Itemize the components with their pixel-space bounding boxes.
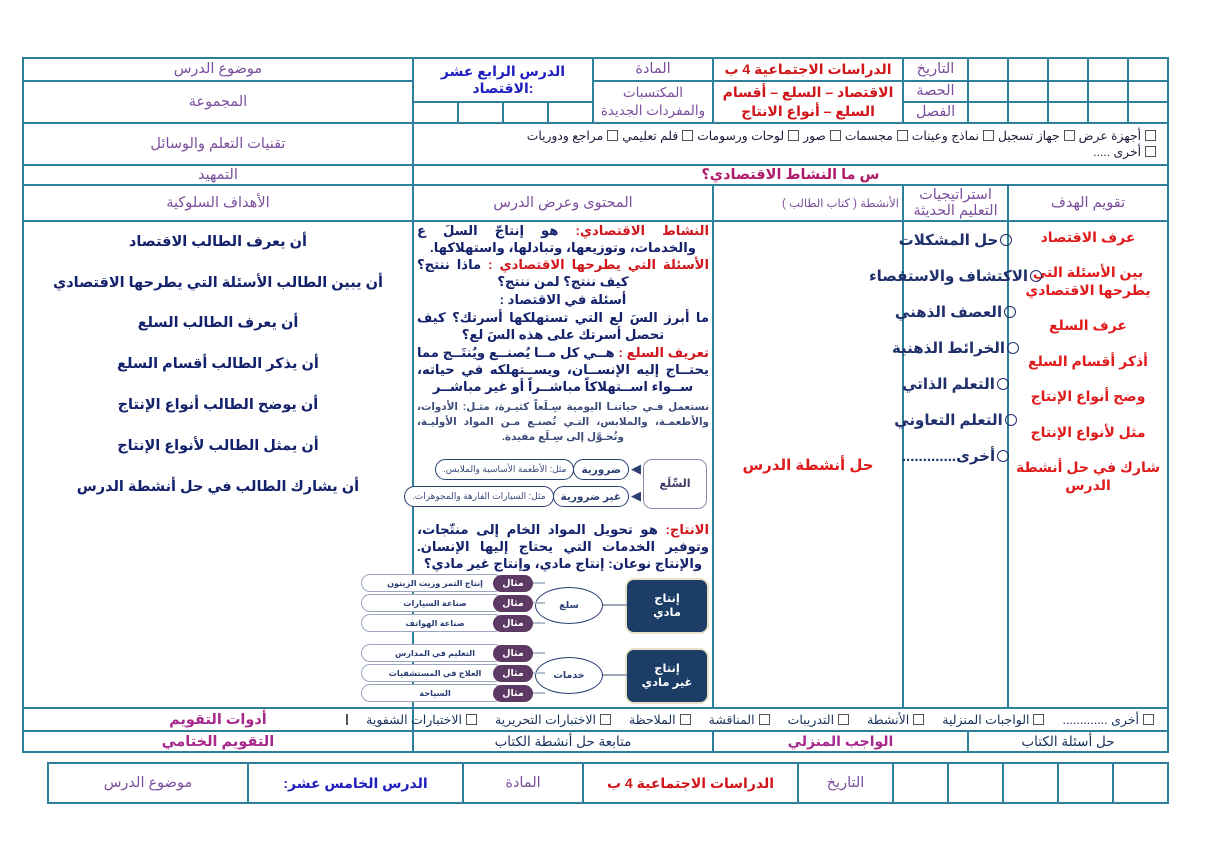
assessment-tool-label: المناقشة <box>708 713 755 728</box>
evaluation-column <box>1008 221 1168 709</box>
content-key-2: الأسئلة التي يطرحها الاقتصادي : <box>488 257 709 273</box>
content-text-7: هو تحويل المواد الخام إلى منتّجات، وتوفير الخدمات التي يحتاج إليها الإنسان. والإنتاج نوعان: إنتاج مادي، وإنتاج غير مادي؟ <box>416 521 709 571</box>
production-example-row <box>343 614 533 632</box>
topics-value: الاقتصاد – السلع – أقسام السلع – أنواع الانتاج <box>713 81 903 123</box>
lesson-title-label: موضوع الدرس <box>23 58 413 81</box>
next-date-label: التاريخ <box>798 763 893 803</box>
blank-cell[interactable] <box>893 763 948 803</box>
objectives-column <box>23 221 413 709</box>
production-example-row <box>343 684 533 702</box>
objective-item: أن يشارك الطالب في حل أنشطة الدرس <box>76 478 360 495</box>
objective-item: أن يذكر الطالب أقسام السلع <box>117 356 319 373</box>
blank-cell[interactable] <box>1048 81 1088 102</box>
production-box-line1: إنتاج <box>654 662 680 675</box>
radio-icon[interactable] <box>1030 270 1042 282</box>
example-badge: مثال <box>493 575 533 592</box>
table-row-column-headers <box>23 185 1168 221</box>
column-header-objectives: الأهداف السلوكية <box>23 185 413 221</box>
production-box-line2: مادي <box>653 607 681 620</box>
group-label: المجموعة <box>23 81 413 123</box>
assessment-tool-label: الاختبارات الشفوية <box>366 713 462 728</box>
checkbox-icon[interactable] <box>759 714 770 725</box>
goods-diagram <box>412 447 709 519</box>
content-paragraph-5 <box>417 345 709 396</box>
connector-line <box>601 674 627 675</box>
strategy-item-2[interactable] <box>895 303 1016 321</box>
blank-cell[interactable] <box>1128 81 1168 102</box>
strategy-item-6[interactable] <box>902 447 1009 465</box>
strategy-item-0[interactable] <box>899 231 1013 249</box>
blank-cell[interactable] <box>1128 58 1168 81</box>
connector-line <box>531 692 545 693</box>
aid-item-3: مجسمات <box>844 128 893 143</box>
aids-label: تقنيات التعلم والوسائل <box>23 123 413 165</box>
assessment-tool-5 <box>867 712 928 727</box>
evaluation-item: مثل لأنواع الإنتاج <box>1030 423 1146 440</box>
content-key-5: تعريف السلع : <box>618 344 710 360</box>
strategy-item-1[interactable] <box>869 267 1042 285</box>
production-type-box <box>625 648 709 704</box>
blank-cell[interactable] <box>1008 102 1048 123</box>
strategy-label: التعلم التعاوني <box>894 411 1003 429</box>
assessment-tools-label: أدوات التقويم <box>23 708 413 731</box>
homework-value: حل أسئلة الكتاب <box>968 731 1168 752</box>
strategy-label: الخرائط الذهنية <box>891 339 1006 357</box>
strategy-label: أخرى............. <box>901 447 996 465</box>
vocab-label: المكتسبات والمفردات الجديدة <box>593 81 713 123</box>
example-text: السياحة <box>361 684 503 702</box>
strategy-item-5[interactable] <box>894 411 1017 429</box>
example-badge: مثال <box>493 665 533 682</box>
content-text-5: هــي كل مــا يُصنــع ويُنتَــج مما يحتــاج إليه الإنســان، ويســتهلكه في حياته، ســواء اســتهلاكاً مباشــراً أو غير مباشــر <box>416 344 709 394</box>
evaluation-item: بين الأسئلة التي يطرحها الاقتصادي <box>1025 264 1151 298</box>
example-text: العلاج في المستشفيات <box>361 664 503 682</box>
blank-cell[interactable] <box>1088 102 1128 123</box>
connector-line <box>531 622 545 623</box>
lesson-plan-table <box>22 57 1169 753</box>
checkbox-icon[interactable] <box>1145 130 1156 141</box>
next-lesson-value: الدرس الخامس عشر: <box>248 763 463 803</box>
next-subject-label: المادة <box>463 763 583 803</box>
aids-main-col <box>527 129 1160 159</box>
blank-cell[interactable] <box>1088 81 1128 102</box>
assessment-tool-3 <box>709 712 774 727</box>
assessment-tool-1 <box>495 712 615 727</box>
aid-item-other: أخرى ..... <box>1093 144 1141 159</box>
radio-icon[interactable] <box>1005 414 1017 426</box>
assessment-tool-2 <box>629 712 695 727</box>
content-text-2: ماذا ننتج؟ كيف ننتج؟ لمن ننتج؟ <box>416 257 629 290</box>
activities-column: حل أنشطة الدرس <box>713 221 903 709</box>
aid-item-1: جهاز تسجيل <box>997 128 1060 143</box>
strategy-label: التعلم الذاتي <box>902 375 995 393</box>
checkbox-icon[interactable] <box>830 130 841 141</box>
strategies-list <box>868 223 1029 473</box>
homework-label: الواجب المنزلي <box>713 731 968 752</box>
radio-icon[interactable] <box>1004 306 1016 318</box>
example-badge: مثال <box>493 645 533 662</box>
checkbox-icon[interactable] <box>1064 130 1075 141</box>
content-paragraph-1 <box>417 223 709 257</box>
example-badge: مثال <box>493 615 533 632</box>
goods-branch-example: مثل: الأطعمة الأساسية والملابس. <box>435 459 574 480</box>
table-row-body <box>23 221 1168 709</box>
blank-cell[interactable] <box>1008 81 1048 102</box>
table-row-assessment-tools <box>23 708 1168 731</box>
production-category-ellipse: سلع <box>535 587 603 624</box>
assessment-tool-label: الملاحظة <box>629 713 676 728</box>
chevron-left-icon: ◀ <box>631 460 641 476</box>
checkbox-icon[interactable] <box>913 714 924 725</box>
example-text: التعليم في المدارس <box>361 644 503 662</box>
tamheed-text: س ما النشاط الاقتصادي؟ <box>413 165 1168 185</box>
objective-item: أن يمثل الطالب لأنواع الإنتاج <box>117 437 319 454</box>
connector-line <box>531 582 545 583</box>
column-header-activities: الأنشطة ( كتاب الطالب ) <box>713 185 903 221</box>
checkbox-icon[interactable] <box>788 130 799 141</box>
assessment-tool-7 <box>1062 712 1158 727</box>
production-category-ellipse: خدمات <box>535 657 603 694</box>
connector-line <box>531 602 545 603</box>
assessment-tool-0 <box>366 712 481 727</box>
strategy-item-3[interactable] <box>892 339 1019 357</box>
table-row-aids <box>23 123 1168 165</box>
production-example-row <box>343 574 533 592</box>
blank-cell[interactable] <box>1048 58 1088 81</box>
aid-item-6: فلم تعليمي <box>622 128 679 143</box>
tamheed-label: التمهيد <box>23 165 413 185</box>
aid-item-7: مراجع ودوريات <box>526 128 604 143</box>
aid-item-5: لوحات ورسومات <box>697 128 785 143</box>
table-row-final-evaluation <box>23 731 1168 752</box>
group-cell[interactable] <box>548 102 593 123</box>
evaluation-item: عرف السلع <box>1048 317 1127 334</box>
radio-icon[interactable] <box>1007 342 1019 354</box>
production-group-material <box>387 574 709 636</box>
example-text: صناعة السيارات <box>361 594 503 612</box>
assessment-tool-label: التدريبات <box>787 713 835 728</box>
chevron-left-icon: ◀ <box>631 487 641 503</box>
next-lesson-row <box>48 763 1168 803</box>
content-key-1: النشاط الاقتصادي: <box>575 222 710 238</box>
class-label: الفصل <box>903 102 968 123</box>
blank-cell[interactable] <box>968 102 1008 123</box>
production-example-row <box>343 664 533 682</box>
followup-value: متابعة حل أنشطة الكتاب <box>413 731 713 752</box>
production-box-line1: إنتاج <box>654 592 680 605</box>
checkbox-icon[interactable] <box>838 714 849 725</box>
evaluation-item: وضح أنواع الإنتاج <box>1030 388 1146 405</box>
next-lesson-table <box>47 762 1169 804</box>
column-header-content: المحتوى وعرض الدرس <box>413 185 713 221</box>
blank-cell[interactable] <box>1088 58 1128 81</box>
content-paragraph-2 <box>417 257 709 291</box>
radio-icon[interactable] <box>997 378 1009 390</box>
objective-item: أن يعرف الطالب الاقتصاد <box>128 233 307 250</box>
production-group-nonmaterial <box>388 644 709 706</box>
date-label: التاريخ <box>903 58 968 81</box>
blank-cell[interactable] <box>1113 763 1168 803</box>
example-badge: مثال <box>493 595 533 612</box>
radio-icon[interactable] <box>1000 234 1012 246</box>
strategy-item-4[interactable] <box>902 375 1009 393</box>
radio-icon[interactable] <box>997 450 1009 462</box>
blank-cell[interactable] <box>948 763 1003 803</box>
assessment-tool-label: الواجبات المنزلية <box>942 713 1030 728</box>
checkbox-icon[interactable] <box>466 714 477 725</box>
example-badge: مثال <box>493 685 533 702</box>
blank-cell[interactable] <box>1048 102 1088 123</box>
lesson-title-value: الدرس الرابع عشر :الاقتصاد <box>413 58 593 102</box>
objectives-list <box>27 223 409 507</box>
checkbox-icon[interactable] <box>1143 714 1154 725</box>
content-key-7: الانتاج: <box>665 521 709 537</box>
strategy-label: الاكتشاف والاستقصاء <box>868 267 1029 285</box>
subject-value: الدراسات الاجتماعية 4 ب <box>713 58 903 81</box>
production-box-line2: غير مادي <box>641 677 693 690</box>
table-row-subject <box>23 58 1168 81</box>
checkbox-icon[interactable] <box>680 714 691 725</box>
content-column <box>387 221 713 709</box>
connector-line <box>531 652 545 653</box>
blank-cell[interactable] <box>1008 58 1048 81</box>
objective-item: أن يوضح الطالب أنواع الإنتاج <box>117 397 319 414</box>
example-text: إنتاج التمر وزيت الزيتون <box>361 574 503 592</box>
assessment-tool-label: الاختبارات التحريرية <box>494 713 596 728</box>
production-type-box <box>625 578 709 634</box>
aid-item-2: نماذج وعينات <box>911 128 979 143</box>
assessment-tool-label: أخرى ............. <box>1062 713 1139 728</box>
goods-branch-type: ضرورية <box>573 459 629 480</box>
checkbox-icon[interactable] <box>897 130 908 141</box>
connector-line <box>531 672 545 673</box>
blank-cell[interactable] <box>968 58 1008 81</box>
goods-branch-example: مثل: السيارات الفارهة والمجوهرات. <box>404 486 553 507</box>
goods-branch-0 <box>435 460 629 480</box>
example-text: صناعة الهواتف <box>361 614 503 632</box>
assessment-tool-label: الأنشطة <box>867 713 910 728</box>
evaluation-item: عرف الاقتصاد <box>1040 228 1136 245</box>
content-paragraph-3: أسئلة في الاقتصاد : <box>499 292 627 308</box>
group-cell[interactable] <box>503 102 548 123</box>
aids-cell <box>413 123 1168 165</box>
subject-label: المادة <box>593 58 713 81</box>
checkbox-icon[interactable] <box>600 714 611 725</box>
assessment-tool-4 <box>788 712 853 727</box>
content-paragraph-7 <box>417 522 709 573</box>
period-label: الحصة <box>903 81 968 102</box>
assessment-tools-list <box>366 710 1164 729</box>
aids-list <box>417 125 1164 163</box>
connector-line <box>601 604 627 605</box>
table-row-tamheed <box>23 165 1168 185</box>
objective-item: أن يعرف الطالب السلع <box>137 315 299 332</box>
checkbox-icon[interactable] <box>346 714 348 725</box>
checkbox-icon[interactable] <box>1145 146 1156 157</box>
aid-item-0: أجهزة عرض <box>1078 128 1141 143</box>
checkbox-icon[interactable] <box>1033 714 1044 725</box>
goods-branch-type: غير ضرورية <box>553 486 629 507</box>
content-text-1: هو إنتاجّ السلَ ع والخدمات، وتوزيعها، وتبادلها، واستهلاكها. <box>416 222 696 255</box>
checkbox-icon[interactable] <box>682 130 693 141</box>
goods-branch-1 <box>404 487 629 507</box>
strategy-label: حل المشكلات <box>898 231 999 249</box>
final-evaluation-label: التقويم الختامي <box>23 731 413 752</box>
assessment-tools-cell <box>366 708 1168 731</box>
production-example-row <box>343 644 533 662</box>
blank-cell[interactable] <box>1128 102 1168 123</box>
evaluation-list <box>1012 223 1164 501</box>
assessment-tool-6 <box>942 712 1048 727</box>
blank-cell[interactable] <box>968 81 1008 102</box>
blank-cell[interactable] <box>1003 763 1058 803</box>
production-examples <box>343 644 533 704</box>
evaluation-item: شارك في حل أنشطة الدرس <box>1016 459 1160 493</box>
group-cell[interactable] <box>413 102 458 123</box>
content-paragraph-4: ما أبرز السَ لع التي تستهلكها أسرتك؟ كيف تحصل أسرتك على هذه السَ لع؟ <box>416 310 709 343</box>
blank-cell[interactable] <box>1058 763 1113 803</box>
production-example-row <box>343 594 533 612</box>
next-lesson-title-label: موضوع الدرس <box>48 763 248 803</box>
strategies-column <box>868 221 1029 709</box>
column-header-strategies: استراتيجيات التعليم الحديثة <box>903 185 1008 221</box>
goods-root-node: السِّلَع <box>643 459 707 509</box>
next-subject-value: الدراسات الاجتماعية 4 ب <box>583 763 798 803</box>
aid-item-4: صور <box>803 128 826 143</box>
objective-item: أن يبين الطالب الأسئلة التي يطرحها الاقتصادي <box>52 274 383 291</box>
column-header-evaluation: تقويم الهدف <box>1008 185 1168 221</box>
checkbox-icon[interactable] <box>983 130 994 141</box>
evaluation-item: أذكر أقسام السلع <box>1028 352 1148 369</box>
production-examples <box>343 574 533 634</box>
strategy-label: العصف الذهني <box>894 303 1003 321</box>
production-diagram <box>387 574 709 706</box>
group-cell[interactable] <box>458 102 503 123</box>
checkbox-icon[interactable] <box>607 130 618 141</box>
content-paragraph-6: نستعمل فـي حياتنـا اليومية سِـلَعاً كثيـرة، مثـل: الأدوات، والأطعمـة، والملابس، التـي تُصنـع مـن المواد الأوليـة، وتُحـوَّل إلى سِـلَع مفيدة. <box>416 401 709 443</box>
table-row-period <box>23 81 1168 102</box>
